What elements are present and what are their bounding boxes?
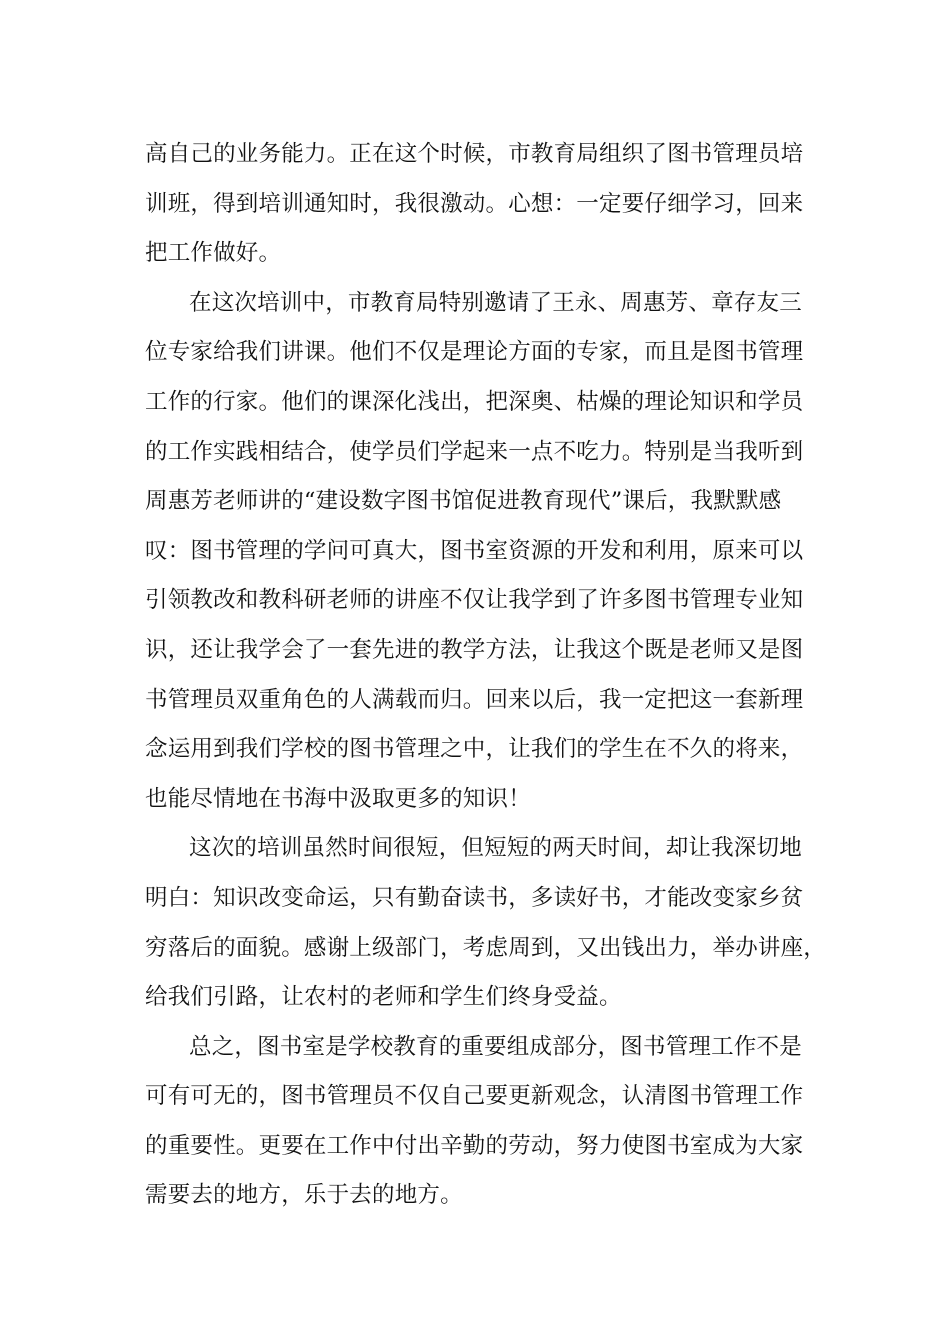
- text-line: 高自己的业务能力。正在这个时候，市教育局组织了图书管理员培: [145, 141, 804, 167]
- text-line: 的重要性。更要在工作中付出辛勤的劳动，努力使图书室成为大家: [145, 1132, 804, 1159]
- text-line: 给我们引路，让农村的老师和学生们终身受益。: [145, 984, 622, 1011]
- paragraph: [145, 824, 845, 1022]
- text-line: 识，还让我学会了一套先进的教学方法，让我这个既是老师又是图: [145, 636, 804, 663]
- paragraph: [145, 1023, 845, 1221]
- text-line: 需要去的地方，乐于去的地方。: [145, 1182, 463, 1209]
- text-line: 书管理员双重角色的人满载而归。回来以后，我一定把这一套新理: [145, 686, 804, 713]
- text-line: 总之，图书室是学校教育的重要组成部分，图书管理工作不是: [189, 1033, 802, 1060]
- paragraph: [145, 130, 845, 279]
- text-line: 念运用到我们学校的图书管理之中，让我们的学生在不久的将来，: [145, 736, 804, 763]
- text-line: 的工作实践相结合，使学员们学起来一点不吃力。特别是当我听到: [145, 438, 804, 465]
- text-line: 也能尽情地在书海中汲取更多的知识！: [145, 785, 531, 812]
- text-line: 在这次培训中，市教育局特别邀请了王永、周惠芳、章存友三: [189, 289, 802, 316]
- text-line: 把工作做好。: [145, 240, 282, 267]
- text-line: 位专家给我们讲课。他们不仅是理论方面的专家，而且是图书管理: [145, 339, 804, 366]
- text-line: 明白：知识改变命运，只有勤奋读书，多读好书，才能改变家乡贫: [145, 884, 804, 911]
- text-line: 可有可无的，图书管理员不仅自己要更新观念，认清图书管理工作: [145, 1083, 804, 1110]
- text-line: 这次的培训虽然时间很短，但短短的两天时间，却让我深切地: [189, 835, 802, 862]
- text-line: 周惠芳老师讲的“建设数字图书馆促进教育现代”课后，我默默感: [145, 488, 782, 515]
- text-line: 工作的行家。他们的课深化浅出，把深奥、枯燥的理论知识和学员: [145, 388, 804, 415]
- paragraph: [145, 279, 845, 825]
- text-line: 穷落后的面貌。感谢上级部门，考虑周到，又出钱出力，举办讲座，: [145, 934, 827, 961]
- document-body: [145, 130, 845, 1221]
- text-line: 引领教改和教科研老师的讲座不仅让我学到了许多图书管理专业知: [145, 587, 804, 614]
- text-line: 训班，得到培训通知时，我很激动。心想：一定要仔细学习，回来: [145, 190, 804, 217]
- text-line: 叹：图书管理的学问可真大，图书室资源的开发和利用，原来可以: [145, 537, 804, 564]
